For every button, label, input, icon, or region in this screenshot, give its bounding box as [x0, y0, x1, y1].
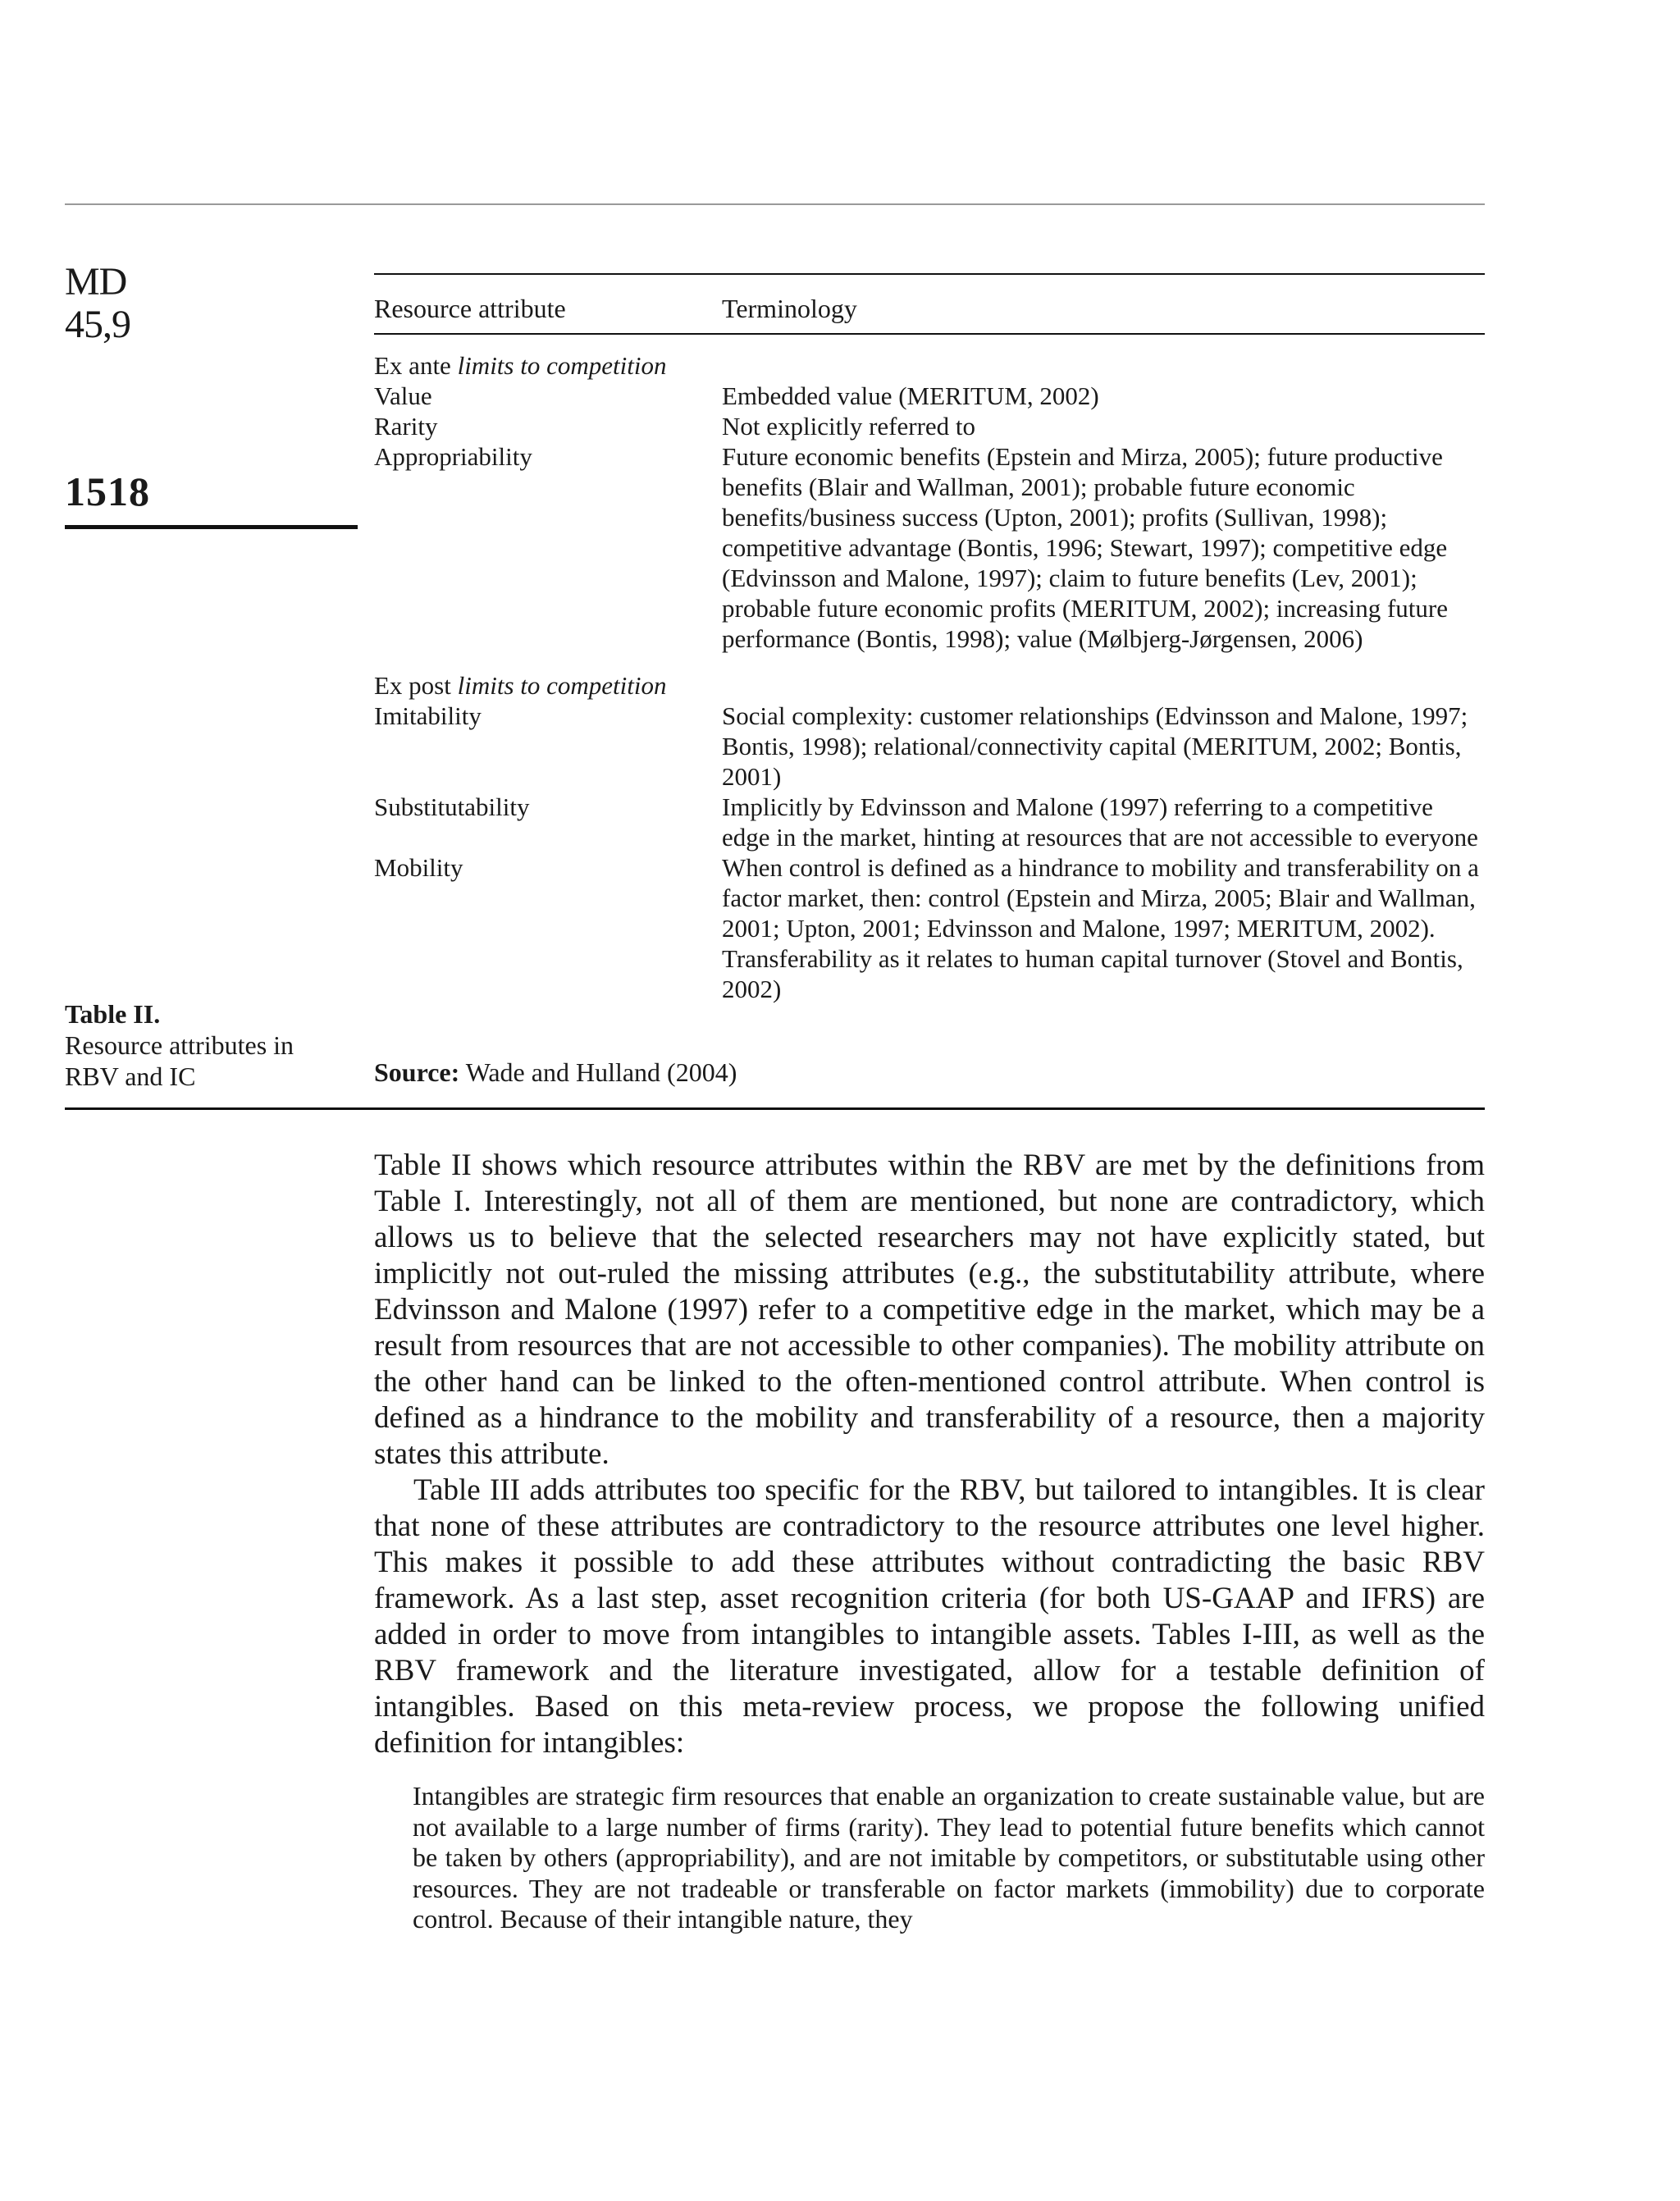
definition-quote: Intangibles are strategic firm resources that enable an organization to create sustainable value, but are not available to a large number of firms (rarity). They lead to potential future benefits which cannot be taken by others (appropriability), and are not imitable by competitors, or substitutable using other resources. They are not tradeable or transferable on factor markets (immobility) due to corporate control. Because of their intangible nature, they: [413, 1781, 1485, 1934]
column-header-attribute: Resource attribute: [374, 294, 566, 323]
journal-name: MD: [65, 260, 127, 304]
journal-info: [65, 261, 130, 346]
header-rule: [65, 203, 1485, 205]
page-number: 1518: [65, 468, 150, 514]
row-terminology: Future economic benefits (Epstein and Mirza, 2005); future productive benefits (Blair and Wallman, 2001); probable future economic benefits/business success (Upton, 2001); profits (Sullivan, 1998); competitive advantage (Bontis, 1996; Stewart, 1997); competitive edge (Edvinsson and Malone, 1997); claim to future benefits (Lev, 2001); probable future economic profits (MERITUM, 2002); increasing future performance (Bontis, 1998); value (Mølbjerg-Jørgensen, 2006): [722, 442, 1448, 653]
body-text: [374, 1148, 1485, 1761]
table-caption-line: RBV and IC: [65, 1062, 196, 1091]
row-terminology: Embedded value (MERITUM, 2002): [722, 381, 1099, 410]
column-header-terminology: Terminology: [722, 294, 857, 323]
row-terminology: When control is defined as a hindrance to mobility and transferability on a factor market, then: control (Epstein and Mirza, 2005; Blair and Wallman, 2001; Upton, 2001; Edvinsson and Malone, 1997; MERITUM, 2002). Transferability as it relates to human capital turnover (Stovel and Bontis, 2002): [722, 853, 1479, 1003]
row-terminology: Social complexity: customer relationships (Edvinsson and Malone, 1997; Bontis, 1998); relational/connectivity capital (MERITUM, 2002; Bontis, 2001): [722, 701, 1468, 791]
paragraph: Table II shows which resource attributes within the RBV are met by the definitions from Table I. Interestingly, not all of them are mentioned, but none are contradictory, which allows us to believe that the selected researchers may not have explicitly stated, but implicitly not out-ruled the missing attributes (e.g., the substitutability attribute, where Edvinsson and Malone (1997) refer to a competitive edge in the market, which may be a result from resources that are not accessible to other companies). The mobility attribute on the other hand can be linked to the often-mentioned control attribute. When control is defined as a hindrance to the mobility and transferability of a resource, then a majority states this attribute.: [374, 1148, 1485, 1471]
row-terminology: Implicitly by Edvinsson and Malone (1997) referring to a competitive edge in the market, hinting at resources that are not accessible to everyone: [722, 792, 1478, 852]
source-text: Wade and Hulland (2004): [459, 1057, 737, 1087]
table-header-rule: [374, 333, 1485, 335]
row-terminology: Not explicitly referred to: [722, 412, 976, 441]
page-number-rule: [65, 525, 358, 529]
group-label-ex-post: Ex post limits to competition: [374, 671, 667, 700]
group-label-ex-ante: Ex ante limits to competition: [374, 351, 667, 380]
table-source: [374, 1057, 737, 1088]
table-row: [374, 441, 1485, 654]
row-attribute: Rarity: [374, 412, 438, 441]
row-attribute: Imitability: [374, 701, 482, 730]
table-caption-label: Table II.: [65, 999, 161, 1029]
row-attribute: Mobility: [374, 853, 463, 882]
table-row: [374, 701, 1485, 792]
table-row: [374, 381, 1485, 411]
table-row: [374, 792, 1485, 852]
table-row: [374, 852, 1485, 1004]
table-body: [374, 350, 1485, 1004]
source-label: Source:: [374, 1057, 460, 1087]
row-attribute: Substitutability: [374, 792, 530, 821]
paragraph: Table III adds attributes too specific for the RBV, but tailored to intangibles. It is clear that none of these attributes are contradictory to the resource attributes one level higher. This makes it possible to add these attributes without contradicting the basic RBV framework. As a last step, asset recognition criteria (for both US-GAAP and IFRS) are added in order to move from intangibles to intangible assets. Tables I-III, as well as the RBV framework and the literature investigated, allow for a testable definition of intangibles. Based on this meta-review process, we propose the following unified definition for intangibles:: [374, 1473, 1485, 1760]
table-top-rule: [374, 273, 1485, 275]
table-caption-line: Resource attributes in: [65, 1030, 294, 1060]
row-attribute: Value: [374, 381, 432, 410]
table-caption: [65, 998, 336, 1092]
table-row: [374, 411, 1485, 441]
volume-issue: 45,9: [65, 303, 130, 346]
row-attribute: Appropriability: [374, 442, 532, 471]
table-bottom-rule: [65, 1107, 1485, 1110]
